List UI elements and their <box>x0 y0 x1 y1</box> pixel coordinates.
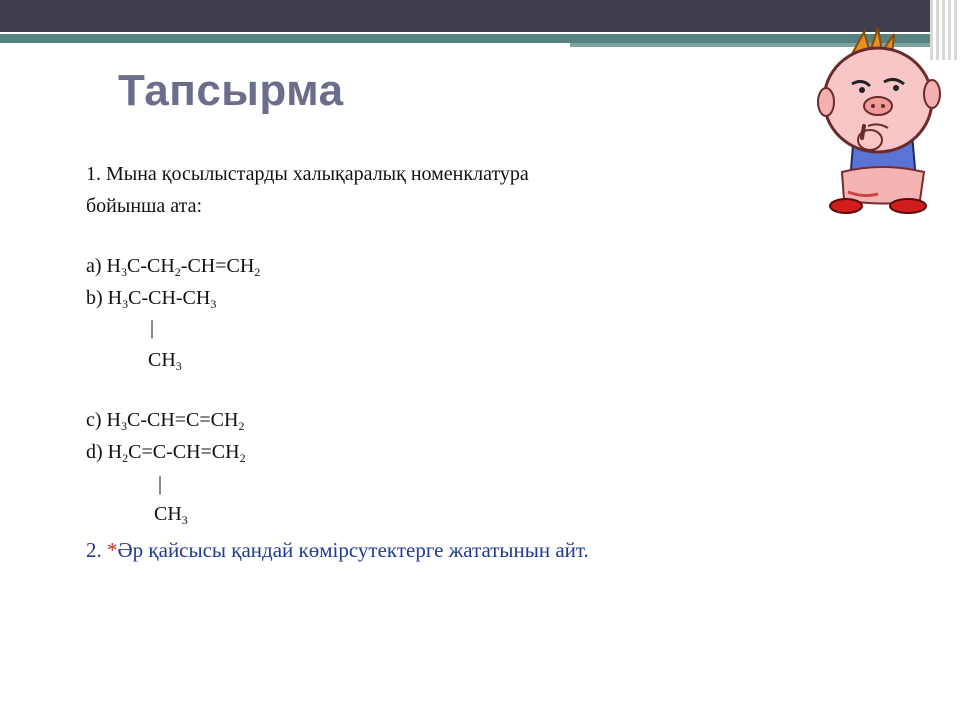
star-marker: * <box>107 538 118 562</box>
compound-d-bond: | <box>158 473 163 495</box>
compound-b: b) $H_3C-CH-CH_3$ <box>86 287 217 311</box>
task2: 2. *Әр қайсысы қандай көмірсутектерге жататынын айт. <box>86 538 589 562</box>
task1-line1: 1. Мына қосылыстарды халықаралық номенклатура <box>86 163 529 185</box>
slide-title: Тапсырма <box>118 66 344 115</box>
task1-line2: бойынша ата: <box>86 195 203 217</box>
compound-b-branch: $CH_3$ <box>148 349 182 373</box>
compound-c: c) $H_3C-CH=C=CH_2$ <box>86 409 245 433</box>
compound-b-bond: | <box>150 317 155 339</box>
compound-d: d) $H_2C=C-CH=CH_2$ <box>86 441 246 465</box>
compound-d-branch: $CH_3$ <box>154 503 188 527</box>
accent-line <box>0 34 940 43</box>
compound-a: а) $H_3C-CH_2-CH=CH_2$ <box>86 255 261 279</box>
thinking-boy-icon <box>812 22 952 217</box>
